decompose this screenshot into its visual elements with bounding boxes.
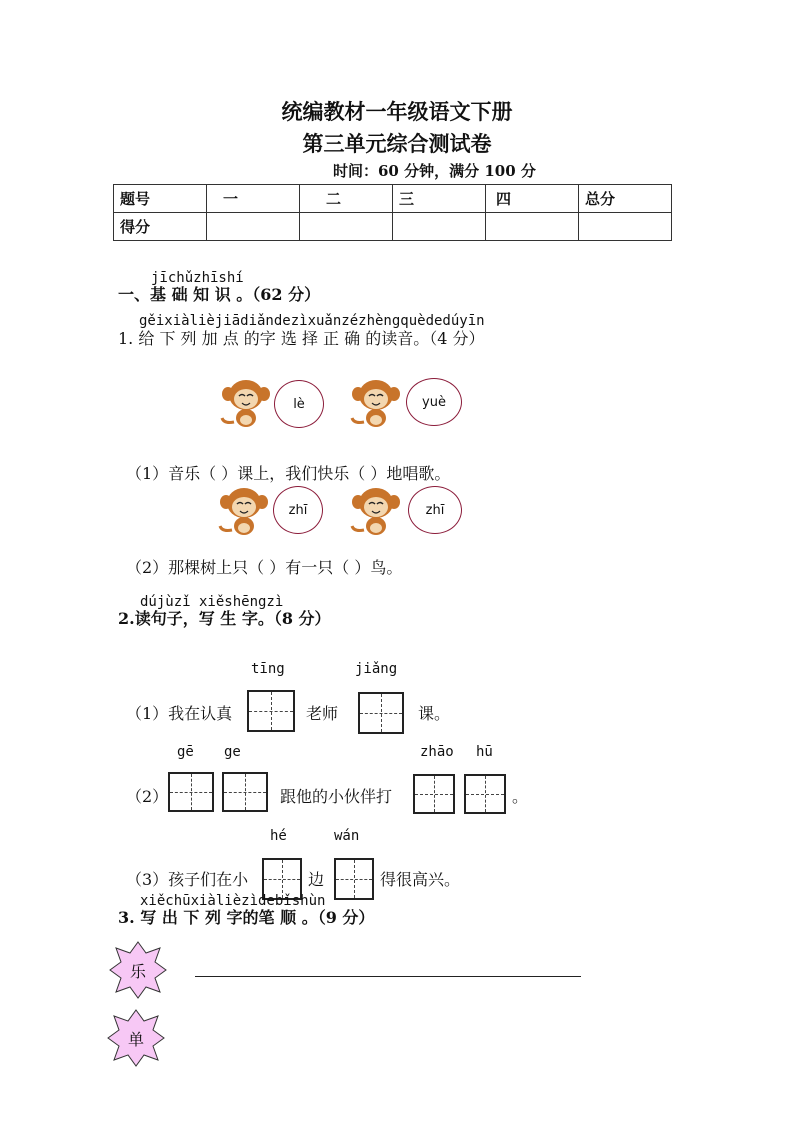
monkey-icon	[218, 486, 270, 536]
score-input-cell[interactable]	[300, 213, 393, 241]
pinyin-label: zhāo	[420, 744, 454, 760]
table-row	[114, 213, 672, 241]
q1-title: 1. 给 下 列 加 点 的字 选 择 正 确 的读音。（4 分）	[118, 329, 485, 348]
table-cell: 四	[486, 185, 579, 213]
section1-pinyin: jīchǔzhīshí	[151, 270, 244, 286]
score-input-cell[interactable]	[393, 213, 486, 241]
q1-pinyin: gěixiàlièjiādiǎndezìxuǎnzézhèngquèdedúyīn	[139, 313, 485, 329]
character-star-badge	[106, 1008, 166, 1068]
q1-sentence-2: （2）那棵树上只（ ）有一只（ ）鸟。	[126, 558, 403, 577]
writing-grid[interactable]	[247, 690, 295, 732]
pinyin-bubble[interactable]	[273, 486, 323, 534]
pinyin-bubble[interactable]	[408, 486, 462, 534]
sentence-mid: 边	[308, 870, 325, 889]
score-input-cell[interactable]	[579, 213, 672, 241]
table-cell: 题号	[114, 185, 207, 213]
writing-grid[interactable]	[358, 692, 404, 734]
sentence-suffix: 课。	[418, 704, 451, 723]
pinyin-label: tīng	[251, 661, 285, 677]
writing-grid[interactable]	[464, 774, 506, 814]
character-label: 单	[127, 1029, 144, 1049]
table-cell: 二	[300, 185, 393, 213]
monkey-icon	[220, 378, 272, 428]
table-row	[114, 185, 672, 213]
q3-pinyin: xiěchūxiàlièzìdebǐshùn	[140, 893, 326, 909]
table-cell: 得分	[114, 213, 207, 241]
stroke-order-answer-line[interactable]	[195, 976, 581, 977]
table-cell: 一	[207, 185, 300, 213]
score-table	[113, 184, 672, 241]
q2-pinyin: dújùzǐ xiěshēngzì	[140, 594, 284, 610]
time-info: 时间：60 分钟，满分 100 分	[333, 162, 536, 180]
pinyin-label: hé	[270, 828, 287, 844]
monkey-icon	[350, 378, 402, 428]
page-subtitle: 第三单元综合测试卷	[302, 131, 492, 156]
score-input-cell[interactable]	[486, 213, 579, 241]
table-cell: 三	[393, 185, 486, 213]
pinyin-label: wán	[334, 828, 360, 844]
bubble-label: yuè	[422, 394, 446, 410]
section1-title: 一、基 础 知 识 。（62 分）	[118, 285, 321, 304]
pinyin-bubble[interactable]	[274, 380, 324, 428]
character-label: 乐	[129, 961, 146, 981]
page-title: 统编教材一年级语文下册	[281, 99, 513, 124]
pinyin-label: jiǎng	[355, 661, 398, 677]
bubble-label: zhī	[425, 502, 445, 518]
sentence-prefix: （2）	[126, 787, 169, 806]
pinyin-label: gē	[177, 744, 194, 760]
writing-grid[interactable]	[334, 858, 374, 900]
q3-title: 3. 写 出 下 列 字的笔 顺 。（9 分）	[118, 908, 375, 927]
sentence-suffix: 得很高兴。	[380, 870, 461, 889]
pinyin-label: ge	[224, 744, 241, 760]
bubble-label: lè	[293, 396, 305, 412]
sentence-suffix: 。	[512, 787, 529, 806]
pinyin-label: hū	[476, 744, 493, 760]
writing-grid[interactable]	[222, 772, 268, 812]
bubble-label: zhī	[288, 502, 308, 518]
monkey-icon	[350, 486, 402, 536]
pinyin-bubble[interactable]	[406, 378, 462, 426]
writing-grid[interactable]	[168, 772, 214, 812]
sentence-prefix: （3）孩子们在小	[126, 870, 249, 889]
sentence-prefix: （1）我在认真	[126, 704, 233, 723]
q2-title: 2.读句子，写 生 字。（8 分）	[118, 609, 331, 628]
sentence-mid: 老师	[306, 704, 339, 723]
table-cell: 总分	[579, 185, 672, 213]
q1-sentence-1: （1）音乐（ ）课上，我们快乐（ ）地唱歌。	[126, 464, 451, 483]
score-input-cell[interactable]	[207, 213, 300, 241]
writing-grid[interactable]	[413, 774, 455, 814]
sentence-mid: 跟他的小伙伴打	[280, 787, 393, 806]
character-star-badge	[108, 940, 168, 1000]
